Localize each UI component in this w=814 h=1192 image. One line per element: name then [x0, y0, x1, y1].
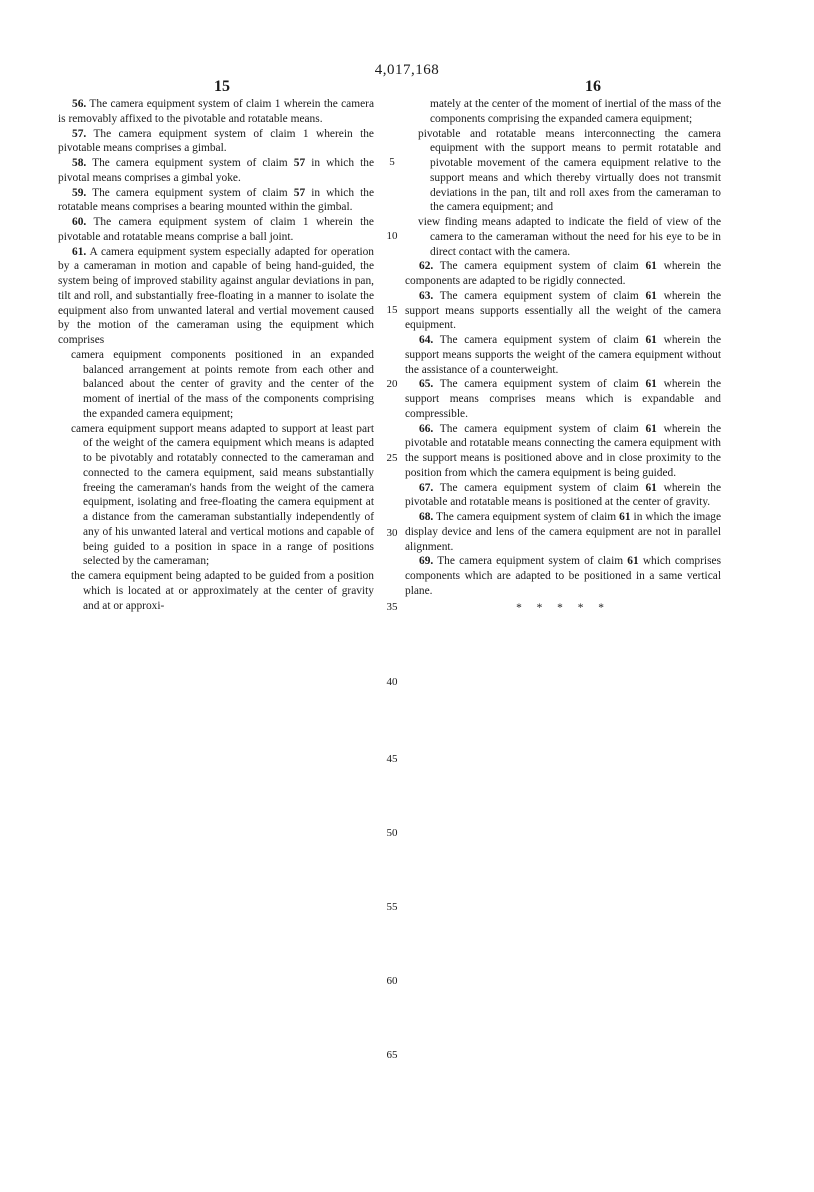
line-number-50: 50	[386, 827, 398, 839]
claim-63: 63. The camera equipment system of claim 61 wherein the support means supports essentially all the weight of the camera equipment.	[405, 289, 722, 332]
line-number-15: 15	[386, 304, 398, 316]
claim-66: 66. The camera equipment system of claim 61 wherein the pivotable and rotatable means connecting the camera equipment with the support means is positioned above and in close proximity to the position from which the camera equipment is being guided.	[405, 422, 722, 479]
claim-59: 59. The camera equipment system of claim 57 in which the rotatable means comprises a bearing mounted within the gimbal.	[58, 186, 375, 214]
left-column-number: 15	[214, 78, 230, 95]
line-number-30: 30	[386, 527, 398, 539]
claim-60: 60. The camera equipment system of claim 1 wherein the pivotable and rotatable means comprise a ball joint.	[58, 216, 374, 243]
claim-58: 58. The camera equipment system of claim 57 in which the pivotal means comprises a gimbal yoke.	[58, 157, 375, 184]
line-number-20: 20	[386, 378, 398, 390]
claim-61-element-view-finding: view finding means adapted to indicate the field of view of the camera to the cameraman without the need for his eye to be in direct contact with the camera.	[418, 216, 721, 258]
claim-61-element-pivotable: pivotable and rotatable means interconnecting the camera equipment with the support means to permit rotatable and pivotable movement of the camera equipment relative to the support means and which thereby virtually does not transmit deviations in the pan, tilt and roll axes from the cameraman to the camera equipment; and	[418, 127, 721, 214]
claim-68: 68. The camera equipment system of claim 61 in which the image display device and lens of the camera equipment are not in parallel alignment.	[405, 511, 721, 553]
claim-56: 56. The camera equipment system of claim 1 wherein the camera is removably affixed to the pivotable and rotatable means.	[58, 98, 374, 125]
claim-61: 61. A camera equipment system especially adapted for operation by a cameraman in motion and capable of being hand-guided, the system being of improved stability against angular deviations in pan, tilt and roll, and substantially free-floating in a manner to isolate the equipment also from unwanted lateral and vertial movement caused by the motion of the cameraman using the equipment which comprises	[58, 245, 374, 346]
claim-67: 67. The camera equipment system of claim 61 wherein the pivotable and rotatable means is positioned at the center of gravity.	[405, 481, 722, 509]
claim-61-element-components: camera equipment components positioned in an expanded balanced arrangement at points remote from each other and balanced about the center of gravity and the center of the moment of inertial of the mass of the components comprising the expanded camera equipment;	[71, 348, 374, 420]
line-number-10: 10	[386, 230, 398, 242]
line-number-5: 5	[389, 156, 395, 168]
line-number-35: 35	[386, 601, 398, 613]
patent-number: 4,017,168	[374, 62, 440, 78]
left-column	[58, 97, 374, 613]
claim-61-element-support: camera equipment support means adapted to support at least part of the weight of the camera equipment which means is adapted to be pivotably and rotatably connected to the cameraman and connected to the camera equipment, said means substantially freeing the cameraman's hands from the weight of the camera equipment, isolating and free-floating the camera equipment at a distance from the cameraman substantially independently of any of his unwanted lateral and vertical motions and capable of being guided to a position in space in a range of positions selected by the cameraman;	[71, 422, 374, 568]
right-column-number: 16	[585, 78, 601, 95]
claim-65: 65. The camera equipment system of claim 61 wherein the support means comprises means which is expandable and compressible.	[405, 378, 722, 420]
end-mark: * * * * *	[516, 601, 610, 614]
claim-57: 57. The camera equipment system of claim 1 wherein the pivotable means comprises a gimbal.	[58, 127, 374, 155]
line-number-65: 65	[386, 1049, 398, 1061]
line-number-45: 45	[386, 753, 398, 765]
line-number-60: 60	[386, 975, 398, 987]
claim-62: 62. The camera equipment system of claim 61 wherein the components are adapted to be rigidly connected.	[405, 260, 722, 287]
line-number-55: 55	[386, 901, 398, 913]
right-column	[405, 97, 721, 615]
claim-64: 64. The camera equipment system of claim 61 wherein the support means supports the weight of the camera equipment without the assistance of a counterweight.	[405, 334, 722, 376]
claim-61-continuation: mately at the center of the moment of inertial of the mass of the components comprising the expanded camera equipment;	[430, 98, 721, 125]
line-number-40: 40	[386, 676, 398, 688]
claim-69: 69. The camera equipment system of claim 61 which comprises components which are adapted to be positioned in a same vertical plane.	[405, 555, 721, 597]
claim-61-element-guided: the camera equipment being adapted to be guided from a position which is located at or approximately at the center of gravity and at or approxi-	[71, 570, 374, 612]
line-number-25: 25	[386, 452, 398, 464]
